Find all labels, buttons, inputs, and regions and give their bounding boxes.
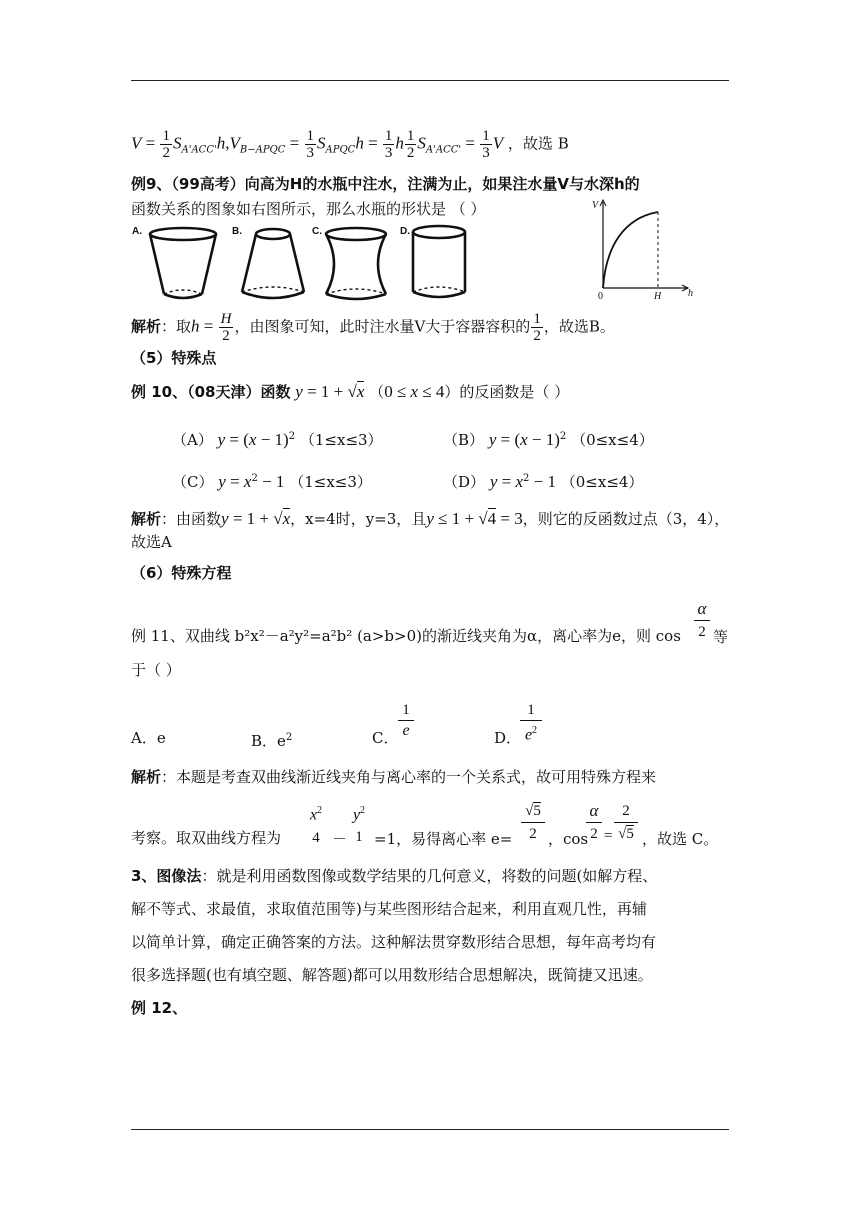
- method-3-line3: 以简单计算，确定正确答案的方法。这种解法贯穿数形结合思想，每年高考均有: [131, 933, 657, 951]
- ex11-alpha-frac: α 2: [694, 598, 710, 643]
- bottle-label-d: D.: [400, 226, 410, 237]
- eccentricity-text: =1，易得离心率 e=: [374, 830, 513, 848]
- ex11-option-a[interactable]: A．e: [131, 729, 166, 747]
- method-3-line4: 很多选择题(也有填空题、解答题)都可以用数形结合思想解决，既简捷又迅速。: [131, 966, 653, 984]
- formula-line: V = $\frac{1}{2}$ $S_{A'ACC'}h,V_{B-APQC}$ = $\frac{1}{3}$ $S_{APQC}h$ = $\frac{1}{3}$ h $\frac{1}{2}$ $S_{A'ACC'}$ = $\frac{1}{3}$ V ，故选 B: [131, 128, 569, 161]
- hyperbola-y-frac: $y^2$ 1: [352, 805, 366, 846]
- ex9-solution-label: 解析: [131, 317, 162, 336]
- bottle-b-icon: [242, 229, 304, 298]
- formula-tail: ，故选 B: [507, 134, 569, 153]
- ex9-line2: 函数关系的图象如右图所示，那么水瓶的形状是 （ ）: [131, 200, 486, 218]
- ex10-title: 例 10、（08天津）函数 y = 1 + √x （0 ≤ x ≤ 4）的反函数是（ ）: [131, 382, 570, 401]
- section-5-heading: （5）特殊点: [131, 349, 217, 367]
- bottle-label-b: B.: [232, 226, 242, 237]
- section-6-heading: （6）特殊方程: [131, 564, 232, 582]
- cos-text: ，cos: [548, 830, 589, 848]
- cos-value-frac: 2 √5: [614, 800, 638, 845]
- ex11-title-tail: 等: [713, 628, 729, 646]
- ex11-title-line2: 于（ ）: [131, 661, 181, 679]
- ex11-option-d-frac: 1 $e^2$: [520, 700, 542, 745]
- bottle-label-c: C.: [312, 226, 322, 237]
- bottle-a-icon: [150, 228, 216, 298]
- ex9-line1: 例9、（99高考）向高为H的水瓶中注水，注满为止，如果注水量V与水深h的: [131, 175, 640, 193]
- method-3-line1: 3、图像法：就是利用函数图像或数学结果的几何意义，将数的问题(如解方程、: [131, 867, 658, 885]
- ex10-option-d[interactable]: （D） $y = x^2 - 1$ （0≤x≤4）: [443, 472, 644, 491]
- volume-depth-graph: [590, 196, 700, 304]
- bottle-d-icon: [413, 226, 465, 297]
- ex11-answer: ，故选 C。: [642, 830, 719, 848]
- ex11-solution-line2: 考察。取双曲线方程为: [131, 829, 282, 847]
- hyperbola-minus: －: [332, 830, 348, 848]
- ex10-solution: 解析：由函数y = 1 + √x，x=4时，y=3，且y ≤ 1 + √4 = 3，则它的反函数过点（3，4），: [131, 509, 730, 528]
- ex10-option-a[interactable]: （A） $y = (x - 1)^2$ （1≤x≤3）: [172, 430, 383, 449]
- ex11-solution-line1: 解析：本题是考查双曲线渐近线夹角与离心率的一个关系式，故可用特殊方程来: [131, 768, 657, 786]
- header-rule: [131, 80, 729, 81]
- eccentricity-frac: √5 2: [521, 800, 545, 845]
- cos-alpha-frac: α 2: [586, 800, 602, 845]
- bottle-label-a: A.: [132, 226, 142, 237]
- graph-tick-h: H: [654, 291, 662, 302]
- graph-x-label: h: [688, 288, 693, 299]
- bottle-c-icon: [326, 228, 386, 299]
- ex11-option-c-frac: 1 e: [398, 700, 414, 741]
- ex10-option-c[interactable]: （C） $y = x^2 - 1$ （1≤x≤3）: [172, 472, 372, 491]
- ex9-solution: 解析：取h = $\frac{H}{2}$ ，由图象可知，此时注水量V大于容器容积的 $\frac{1}{2}$ ，故选B。: [131, 311, 615, 344]
- bottle-shapes-figure: [128, 222, 478, 306]
- ex11-option-b[interactable]: B．$e^2$: [251, 732, 293, 750]
- ex11-option-d[interactable]: D．: [494, 729, 522, 747]
- ex11-option-c[interactable]: C．: [372, 729, 399, 747]
- graph-y-label: V: [592, 200, 599, 211]
- ex10-solution-end: 故选A: [131, 533, 172, 551]
- hyperbola-x-frac: $x^2$ 4: [306, 800, 326, 849]
- method-3-line2: 解不等式、求最值，求取值范围等)与某些图形结合起来，利用直观几性，再辅: [131, 900, 647, 918]
- volume-curve: [603, 212, 658, 288]
- footer-rule: [131, 1129, 729, 1130]
- graph-origin: 0: [598, 291, 603, 302]
- cos-equals: =: [604, 828, 613, 844]
- ex12-heading: 例 12、: [131, 999, 188, 1017]
- ex10-option-b[interactable]: （B） $y = (x - 1)^2$ （0≤x≤4）: [443, 430, 654, 449]
- ex11-title: 例 11、双曲线 b²x²－a²y²=a²b² (a>b>0)的渐近线夹角为α，离心率为e，则 cos: [131, 627, 681, 645]
